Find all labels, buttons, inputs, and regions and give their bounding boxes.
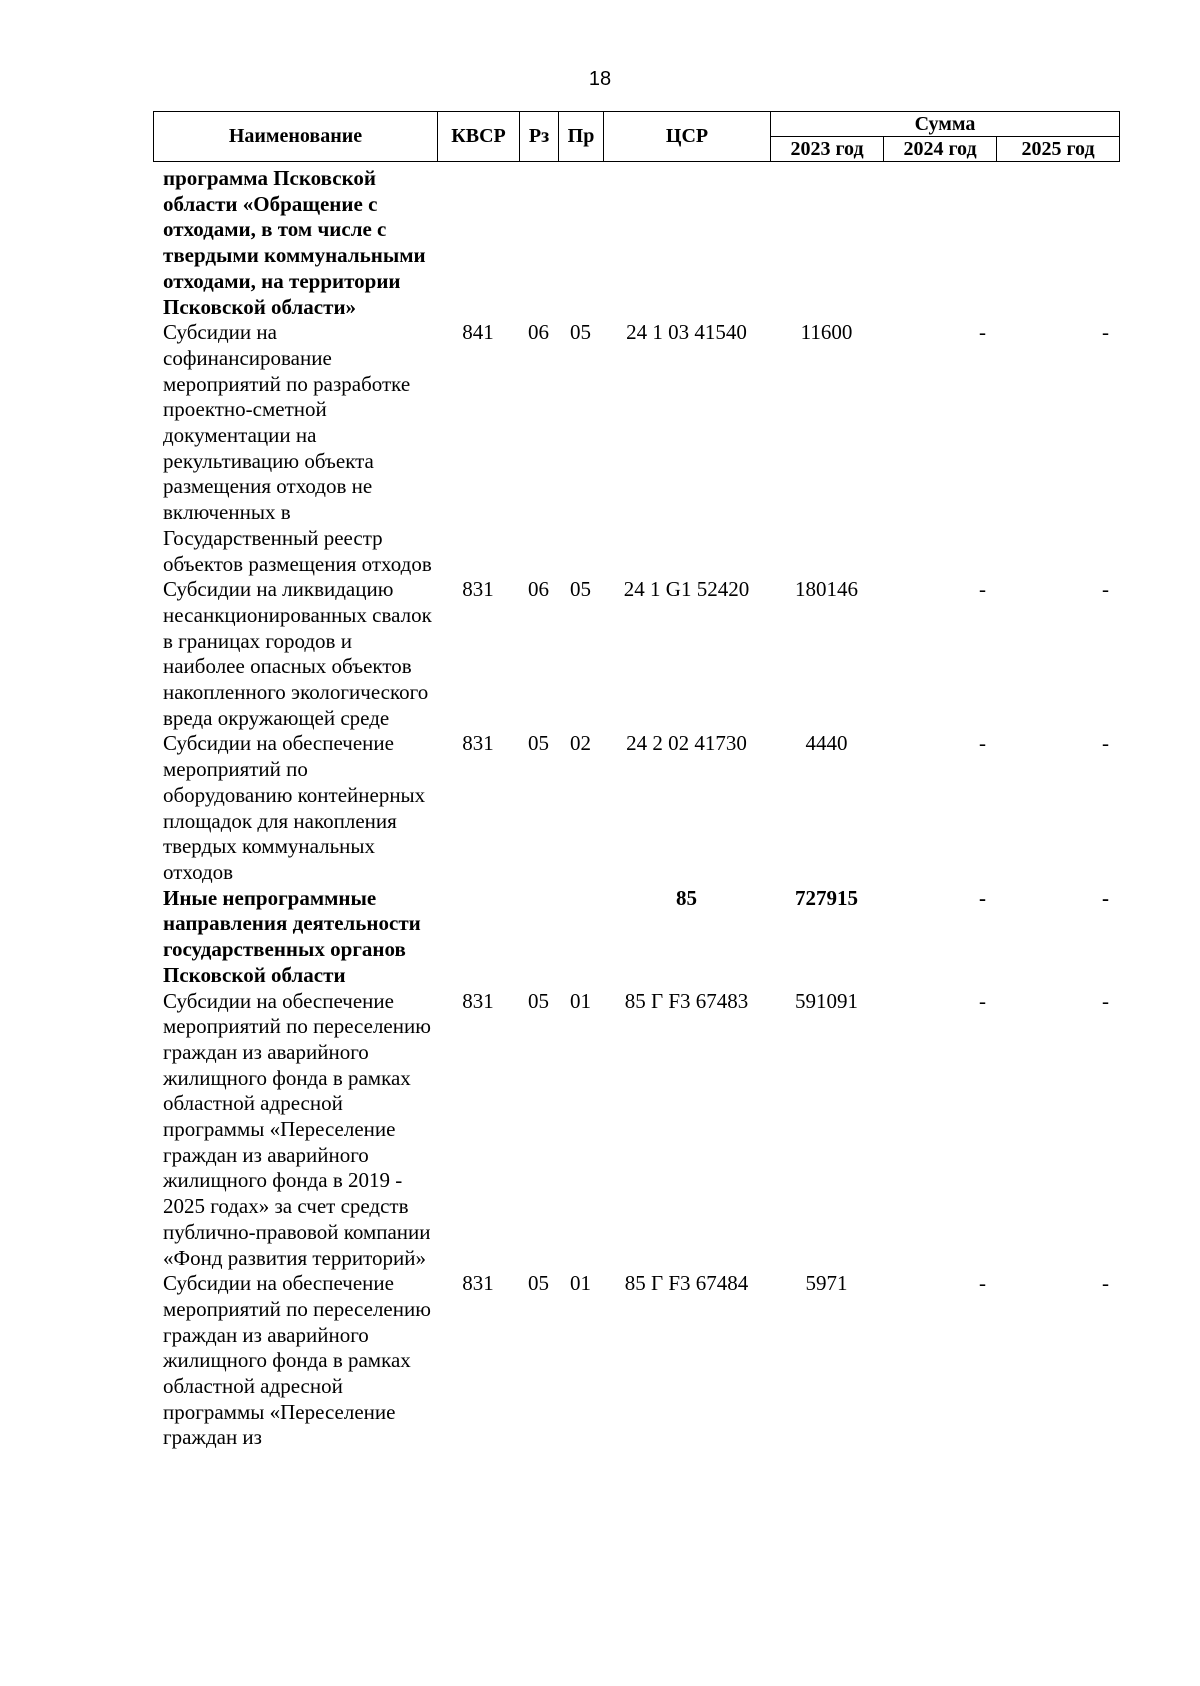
cell-name: Иные непрограммные направления деятельности государственных органов Псковской области xyxy=(163,885,421,987)
cell-y2024: - xyxy=(979,577,986,602)
cell-y2024: - xyxy=(979,731,986,756)
cell-pr: 05 xyxy=(570,577,591,602)
table-row xyxy=(153,886,1119,989)
cell-name: Субсидии на обеспечение мероприятий по переселению граждан из аварийного жилищного фонда в рамках областной адресной программы «Переселение граждан из xyxy=(163,1271,431,1450)
cell-kvsr: 831 xyxy=(462,988,494,1013)
cell-rz: 05 xyxy=(528,1271,549,1296)
cell-csr xyxy=(603,166,770,320)
table-row xyxy=(153,989,1119,1272)
cell-csr: 85 xyxy=(676,885,697,910)
cell-y2025: - xyxy=(1102,731,1109,756)
cell-y2025 xyxy=(996,166,1119,320)
header-name: Наименование xyxy=(154,112,438,162)
header-2024: 2024 год xyxy=(884,137,997,162)
cell-rz: 05 xyxy=(528,988,549,1013)
page-number: 18 xyxy=(588,68,612,90)
table-row xyxy=(153,577,1119,731)
cell-y2024: - xyxy=(979,1271,986,1296)
cell-csr: 85 Г F3 67483 xyxy=(624,988,749,1013)
cell-kvsr xyxy=(437,166,519,320)
cell-pr: 05 xyxy=(570,320,591,345)
cell-y2025: - xyxy=(1102,988,1109,1013)
cell-y2025: - xyxy=(1102,577,1109,602)
cell-kvsr xyxy=(437,886,519,989)
cell-rz xyxy=(519,166,558,320)
header-2023: 2023 год xyxy=(771,137,884,162)
cell-kvsr: 831 xyxy=(462,1271,494,1296)
header-csr: ЦСР xyxy=(604,112,771,162)
table-header xyxy=(153,111,1120,162)
header-sum: Сумма xyxy=(771,112,1120,137)
cell-kvsr: 831 xyxy=(462,731,494,756)
cell-y2024 xyxy=(883,166,996,320)
cell-name: программа Псковской области «Обращение с отходами, в том числе с твердыми коммунальными отходами, на территории Псковской области» xyxy=(163,166,426,319)
cell-pr: 01 xyxy=(570,988,591,1013)
cell-y2023: 727915 xyxy=(795,885,858,910)
cell-y2023 xyxy=(770,166,883,320)
cell-y2024: - xyxy=(979,320,986,345)
cell-kvsr: 831 xyxy=(462,577,494,602)
cell-y2024: - xyxy=(979,885,986,910)
cell-name: Субсидии на обеспечение мероприятий по переселению граждан из аварийного жилищного фонда в рамках областной адресной программы «Переселение граждан из аварийного жилищного фонда в 2019 - 2025 годах» за счет средств публично-правовой компании «Фонд развития территорий» xyxy=(163,988,431,1270)
cell-csr: 24 2 02 41730 xyxy=(626,731,747,756)
cell-y2023: 591091 xyxy=(795,988,858,1013)
cell-name: Субсидии на ликвидацию несанкционированных свалок в границах городов и наиболее опасных объектов накопленного экологического вреда окружающей среде xyxy=(163,577,432,730)
cell-rz: 06 xyxy=(528,577,549,602)
table-row xyxy=(153,320,1119,577)
cell-y2025: - xyxy=(1102,1271,1109,1296)
cell-csr: 24 1 G1 52420 xyxy=(623,577,750,602)
header-pr: Пр xyxy=(559,112,604,162)
cell-rz: 06 xyxy=(528,320,549,345)
table-row xyxy=(153,731,1119,885)
cell-rz xyxy=(519,886,558,989)
cell-y2023: 11600 xyxy=(800,320,853,345)
table-row xyxy=(153,1271,1119,1451)
cell-name: Субсидии на софинансирование мероприятий по разработке проектно-сметной документации на рекультивацию объекта размещения отходов не включенных в Государственный реестр объектов размещения отходов xyxy=(163,320,432,576)
budget-table xyxy=(153,166,1119,1451)
cell-csr: 85 Г F3 67484 xyxy=(624,1271,749,1296)
cell-pr xyxy=(558,886,603,989)
cell-y2025: - xyxy=(1102,320,1109,345)
header-rz: Рз xyxy=(520,112,559,162)
header-2025: 2025 год xyxy=(997,137,1120,162)
cell-kvsr: 841 xyxy=(462,320,494,345)
cell-pr xyxy=(558,166,603,320)
cell-y2025: - xyxy=(1102,885,1109,910)
cell-y2023: 5971 xyxy=(805,1271,848,1296)
cell-y2023: 4440 xyxy=(805,731,848,756)
table-row xyxy=(153,166,1119,320)
cell-pr: 01 xyxy=(570,1271,591,1296)
cell-csr: 24 1 03 41540 xyxy=(626,320,747,345)
cell-name: Субсидии на обеспечение мероприятий по оборудованию контейнерных площадок для накопления твердых коммунальных отходов xyxy=(163,731,426,884)
cell-y2023: 180146 xyxy=(795,577,858,602)
cell-rz: 05 xyxy=(528,731,549,756)
cell-y2024: - xyxy=(979,988,986,1013)
cell-pr: 02 xyxy=(570,731,591,756)
header-kvsr: КВСР xyxy=(438,112,520,162)
